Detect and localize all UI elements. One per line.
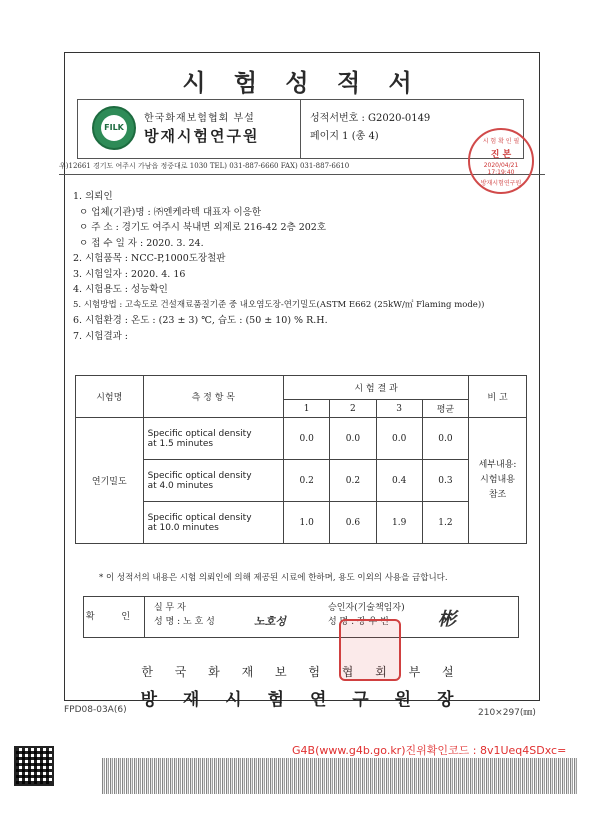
client-heading: 1. 의뢰인 <box>73 191 113 202</box>
confirmation-box <box>83 596 519 638</box>
value-cell: 0.2 <box>284 460 330 502</box>
table-row <box>76 460 527 502</box>
results-table <box>75 375 527 544</box>
approver-name: 성 명 : 장 우 빈 <box>328 617 389 627</box>
staff-block <box>154 601 215 629</box>
client-received-date: ㅇ 접 수 일 자 : 2020. 3. 24. <box>79 237 204 249</box>
footer-org-sub: 한 국 화 재 보 험 협 회 부 설 <box>141 665 463 679</box>
official-seal-icon <box>339 619 401 681</box>
seal-mid-text: 진 본 <box>490 150 512 160</box>
org-name: 방재시험연구원 <box>144 127 260 145</box>
value-cell: 0.0 <box>330 418 376 460</box>
client-company: ㅇ 업체(기관)명 : ㈜엔케라텍 대표자 이응한 <box>79 206 262 218</box>
measure-line: Specific optical density <box>147 428 252 439</box>
confirm-label: 확 인 <box>84 597 145 637</box>
client-address: ㅇ 주 소 : 경기도 여주시 북내면 외제로 216-42 2층 202호 <box>79 222 327 233</box>
logo-text: FILK <box>101 115 127 141</box>
seal-top-text: 시 험 확 인 필 <box>482 138 520 145</box>
authenticity-code: G4B(www.g4b.go.kr)진위확인코드 : 8v1Ueq4SDxc= <box>292 744 567 757</box>
test-method: 5. 시험방법 : 고속도로 건설재료품질기준 중 내오염도장-연기밀도(ASTM E662 (25kW/㎡ Flaming mode)) <box>73 299 485 310</box>
note-cell <box>469 418 527 544</box>
measure-cell <box>143 502 283 544</box>
test-name-cell: 연기밀도 <box>76 418 144 544</box>
col-run-1: 1 <box>284 400 330 418</box>
value-cell: 1.9 <box>376 502 422 544</box>
approver-title: 승인자(기술책임자) <box>328 603 405 613</box>
col-run-3: 3 <box>376 400 422 418</box>
value-cell: 0.4 <box>376 460 422 502</box>
value-cell: 0.2 <box>330 460 376 502</box>
col-run-2: 2 <box>330 400 376 418</box>
value-cell: 0.6 <box>330 502 376 544</box>
note-line: 참조 <box>488 490 507 500</box>
col-note: 비 고 <box>469 376 527 418</box>
measure-line: Specific optical density <box>147 512 252 523</box>
seal-date-text: 2020/04/21 17:19:40 <box>483 162 519 176</box>
table-row <box>76 418 527 460</box>
org-address: 우)12661 경기도 여주시 가남읍 정중대로 1030 TEL) 031-887-6660 FAX) 031-887-6610 <box>59 162 350 170</box>
report-number: 성적서번호 : G2020-0149 <box>310 113 431 124</box>
org-subtitle: 한국화재보험협회 부설 <box>144 113 255 124</box>
staff-signature-icon: 노호성 <box>254 615 286 628</box>
test-results-heading: 7. 시험결과 : <box>73 330 129 342</box>
approver-signature-icon: 彬 <box>438 609 456 630</box>
test-environment: 6. 시험환경 : 온도 : (23 ± 3) ℃, 습도 : (50 ± 10) % R.H. <box>73 315 328 326</box>
average-cell: 0.0 <box>422 418 468 460</box>
staff-name: 성 명 : 노 호 성 <box>154 617 215 627</box>
footer-director: 방 재 시 험 연 구 원 장 <box>140 690 464 710</box>
document-title: 시 험 성 적 서 <box>182 68 422 97</box>
col-test-name: 시험명 <box>76 376 144 418</box>
org-block <box>78 100 301 158</box>
barcode-icon <box>102 758 578 794</box>
note-line: 시험내용 <box>480 475 515 485</box>
average-cell: 1.2 <box>422 502 468 544</box>
qr-code-icon <box>14 746 54 786</box>
usage-notice: * 이 성적서의 내용은 시험 의뢰인에 의해 제공된 시료에 한하며, 용도 이외의 사용을 금합니다. <box>99 573 448 583</box>
test-date: 3. 시험일자 : 2020. 4. 16 <box>73 268 186 280</box>
test-item: 2. 시험품목 : NCC-P,1000도장철판 <box>73 253 226 264</box>
seal-bottom-text: 방재시험연구원 <box>480 180 522 187</box>
staff-title: 실 무 자 <box>154 603 186 613</box>
table-row <box>76 502 527 544</box>
page-indicator: 페이지 1 (총 4) <box>310 131 379 142</box>
measure-line: at 4.0 minutes <box>147 480 214 491</box>
measure-line: at 1.5 minutes <box>147 438 214 449</box>
report-info <box>310 110 430 146</box>
value-cell: 1.0 <box>284 502 330 544</box>
value-cell: 0.0 <box>376 418 422 460</box>
measure-cell <box>143 418 283 460</box>
col-measure-item: 측 정 항 목 <box>143 376 283 418</box>
client-section <box>73 189 484 344</box>
measure-line: Specific optical density <box>147 470 252 481</box>
header-box <box>77 99 524 159</box>
test-purpose: 4. 시험용도 : 성능확인 <box>73 284 168 295</box>
value-cell: 0.0 <box>284 418 330 460</box>
average-cell: 0.3 <box>422 460 468 502</box>
measure-cell <box>143 460 283 502</box>
col-results: 시 험 결 과 <box>284 376 469 400</box>
note-line: 세부내용: <box>478 460 517 470</box>
filk-logo-icon <box>92 106 136 150</box>
verification-seal-icon <box>468 128 534 194</box>
measure-line: at 10.0 minutes <box>147 522 219 533</box>
paper-size: 210×297(㎜) <box>478 708 536 718</box>
form-code: FPD08-03A(6) <box>64 705 127 715</box>
col-average: 평균 <box>422 400 468 418</box>
